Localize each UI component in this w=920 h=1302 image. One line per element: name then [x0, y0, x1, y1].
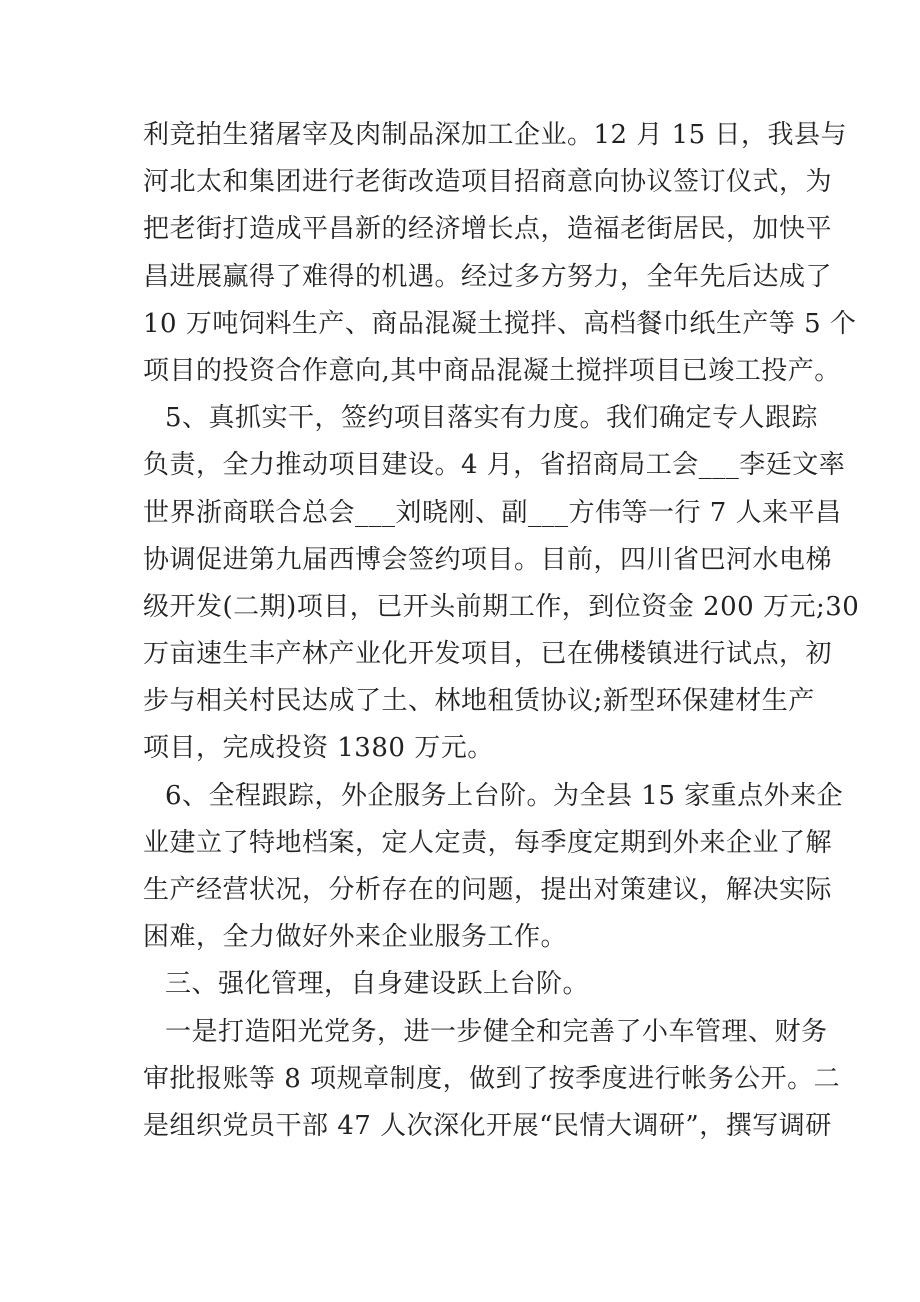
text-line: 级开发(二期)项目，已开头前期工作，到位资金 200 万元;30 — [143, 591, 860, 622]
text-line: 项目，完成投资 1380 万元。 — [143, 733, 494, 764]
text-line: 昌进展赢得了难得的机遇。经过多方努力，全年先后达成了 — [143, 261, 833, 292]
text-line: 负责，全力推动项目建设。4 月，省招商局工会___李廷文率 — [143, 450, 846, 481]
text-line: 世界浙商联合总会___刘晓刚、副___方伟等一行 7 人来平昌 — [143, 497, 842, 528]
document-body — [143, 112, 860, 1150]
text-line: 生产经营状况，分析存在的问题，提出对策建议，解决实际 — [143, 875, 833, 905]
text-line: 项目的投资合作意向,其中商品混凝土搅拌项目已竣工投产。 — [143, 355, 841, 386]
text-line: 利竞拍生猪屠宰及肉制品深加工企业。12 月 15 日，我县与 — [143, 120, 847, 150]
text-line: 协调促进第九届西博会签约项目。目前，四川省巴河水电梯 — [143, 544, 833, 575]
text-line: 是组织党员干部 47 人次深化开展“民情大调研”，撰写调研 — [143, 1110, 832, 1141]
text-line: 把老街打造成平昌新的经济增长点，造福老街居民，加快平 — [143, 214, 833, 245]
text-line: 10 万吨饲料生产、商品混凝土搅拌、高档餐巾纸生产等 5 个 — [143, 308, 857, 339]
text-line: 审批报账等 8 项规章制度，做到了按季度进行帐务公开。二 — [143, 1063, 841, 1094]
paragraph-start-line: 5、真抓实干，签约项目落实有力度。我们确定专人跟踪 — [165, 403, 819, 434]
text-line: 困难，全力做好外来企业服务工作。 — [143, 922, 568, 953]
text-line: 河北太和集团进行老街改造项目招商意向协议签订仪式，为 — [143, 167, 833, 198]
section-heading: 三、强化管理，自身建设跃上台阶。 — [165, 969, 590, 1000]
text-line: 业建立了特地档案，定人定责，每季度定期到外来企业了解 — [143, 827, 833, 858]
paragraph-start-line: 6、全程跟踪，外企服务上台阶。为全县 15 家重点外来企 — [165, 780, 844, 811]
paragraph-start-line: 一是打造阳光党务，进一步健全和完善了小车管理、财务 — [165, 1016, 828, 1047]
text-line: 万亩速生丰产林产业化开发项目，已在佛楼镇进行试点，初 — [143, 639, 833, 670]
text-line: 步与相关村民达成了土、林地租赁协议;新型环保建材生产 — [143, 686, 815, 717]
